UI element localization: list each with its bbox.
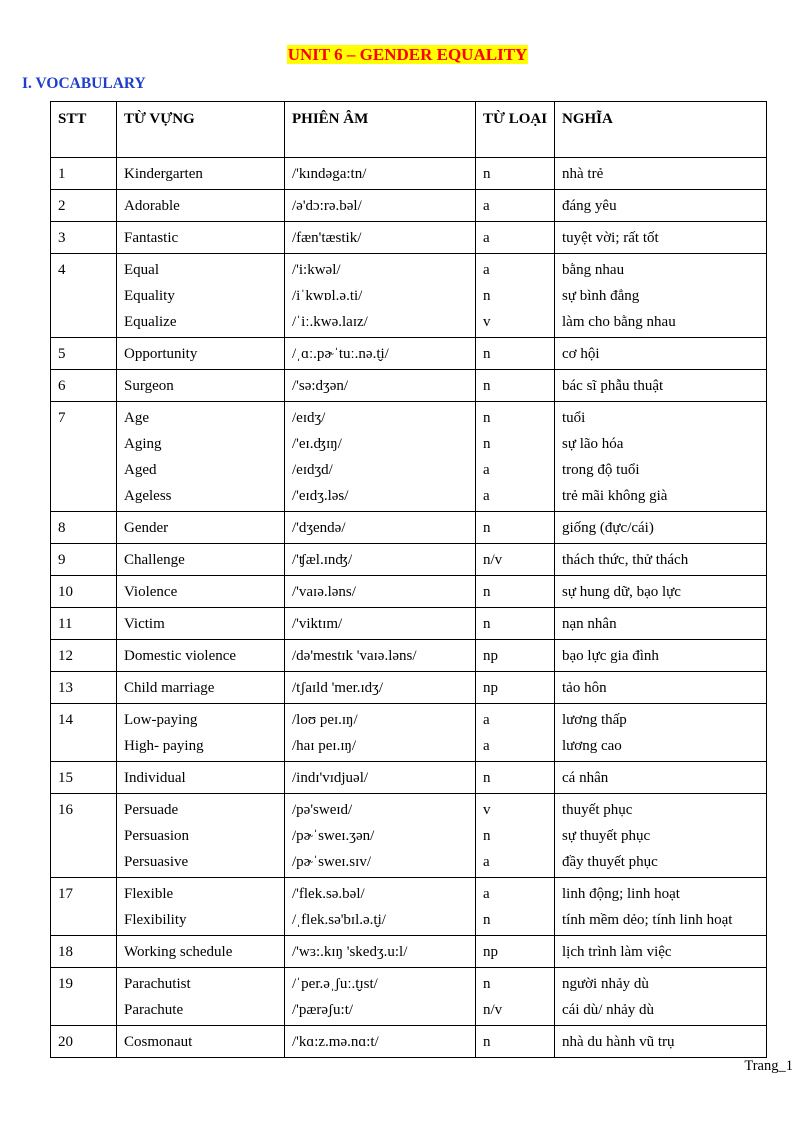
cell-word <box>117 576 285 608</box>
meaning-line: làm cho bằng nhau <box>562 314 676 330</box>
pos-line: a <box>483 198 490 214</box>
cell-stt: 16 <box>51 794 117 878</box>
word-line: Equal <box>124 262 159 278</box>
cell-pos <box>476 576 555 608</box>
table-row <box>51 968 767 1026</box>
cell-stt: 17 <box>51 878 117 936</box>
cell-meaning <box>555 640 767 672</box>
phonetic-line: /ə'dɔ:rə.bəl/ <box>292 198 362 214</box>
word-line: Equalize <box>124 314 177 330</box>
meaning-line: sự bình đẳng <box>562 288 640 304</box>
phonetic-line: /'kındəga:tn/ <box>292 166 367 182</box>
cell-pos <box>476 968 555 1026</box>
pos-line: n <box>483 410 491 426</box>
cell-stt: 19 <box>51 968 117 1026</box>
cell-meaning <box>555 338 767 370</box>
phonetic-line: /'eɪdʒ.ləs/ <box>292 488 349 504</box>
cell-phonetic <box>285 190 476 222</box>
phonetic-line: /'pærəʃu:t/ <box>292 1002 354 1018</box>
table-row <box>51 370 767 402</box>
table-row <box>51 222 767 254</box>
cell-meaning <box>555 968 767 1026</box>
pos-line: a <box>483 488 490 504</box>
pos-line: a <box>483 886 490 902</box>
phonetic-line: /də'mestɪk 'vaɪə.ləns/ <box>292 648 417 664</box>
cell-word <box>117 254 285 338</box>
page-title: UNIT 6 – GENDER EQUALITY <box>287 45 528 64</box>
table-row <box>51 512 767 544</box>
pos-line: n <box>483 520 491 536</box>
word-line: Victim <box>124 616 165 632</box>
phonetic-line: /pə'sweɪd/ <box>292 802 353 818</box>
word-line: Cosmonaut <box>124 1034 193 1050</box>
pos-line: a <box>483 230 490 246</box>
cell-word <box>117 512 285 544</box>
meaning-line: nạn nhân <box>562 616 617 632</box>
cell-stt: 4 <box>51 254 117 338</box>
word-line: Parachute <box>124 1002 184 1018</box>
cell-phonetic <box>285 1026 476 1058</box>
meaning-line: sự lão hóa <box>562 436 624 452</box>
phonetic-line: /'wɜ:.kɪŋ 'skedʒ.u:l/ <box>292 944 408 960</box>
phonetic-line: /'dʒendə/ <box>292 520 346 536</box>
meaning-line: sự thuyết phục <box>562 828 651 844</box>
table-row <box>51 1026 767 1058</box>
cell-stt: 3 <box>51 222 117 254</box>
page-number: Trang_1 <box>744 1058 793 1074</box>
cell-word <box>117 878 285 936</box>
phonetic-line: /ˈiː.kwə.laɪz/ <box>292 314 368 330</box>
cell-meaning <box>555 544 767 576</box>
cell-phonetic <box>285 608 476 640</box>
vocabulary-table <box>50 101 767 1058</box>
meaning-line: bằng nhau <box>562 262 625 278</box>
cell-phonetic <box>285 762 476 794</box>
word-line: Challenge <box>124 552 185 568</box>
phonetic-line: /tʃaɪld 'mer.ɪdʒ/ <box>292 680 384 696</box>
pos-line: n <box>483 770 491 786</box>
table-row <box>51 338 767 370</box>
meaning-line: thách thức, thử thách <box>562 552 689 568</box>
word-line: Aged <box>124 462 157 478</box>
meaning-line: nhà trẻ <box>562 166 604 182</box>
cell-meaning <box>555 158 767 190</box>
table-row <box>51 704 767 762</box>
cell-meaning <box>555 254 767 338</box>
meaning-line: cá nhân <box>562 770 609 786</box>
word-line: Domestic violence <box>124 648 237 664</box>
phonetic-line: /'viktɪm/ <box>292 616 343 632</box>
phonetic-line: /'i:kwəl/ <box>292 262 341 278</box>
pos-line: n <box>483 912 491 928</box>
header-word: TỪ VỰNG <box>117 102 285 158</box>
cell-stt: 13 <box>51 672 117 704</box>
pos-line: n/v <box>483 1002 503 1018</box>
cell-phonetic <box>285 878 476 936</box>
cell-phonetic <box>285 576 476 608</box>
cell-stt: 20 <box>51 1026 117 1058</box>
cell-stt: 8 <box>51 512 117 544</box>
table-row <box>51 254 767 338</box>
cell-meaning <box>555 878 767 936</box>
meaning-line: giống (đực/cái) <box>562 520 654 536</box>
word-line: Age <box>124 410 149 426</box>
pos-line: n <box>483 288 491 304</box>
cell-meaning <box>555 402 767 512</box>
section-heading: I. VOCABULARY <box>22 75 146 92</box>
phonetic-line: /eɪdʒ/ <box>292 410 326 426</box>
header-pos: TỪ LOẠI <box>476 102 555 158</box>
cell-stt: 5 <box>51 338 117 370</box>
cell-word <box>117 370 285 402</box>
pos-line: n <box>483 976 491 992</box>
word-line: Adorable <box>124 198 180 214</box>
cell-meaning <box>555 936 767 968</box>
cell-phonetic <box>285 402 476 512</box>
cell-phonetic <box>285 672 476 704</box>
word-line: Ageless <box>124 488 172 504</box>
pos-line: a <box>483 738 490 754</box>
cell-phonetic <box>285 370 476 402</box>
pos-line: n <box>483 166 491 182</box>
phonetic-line: /'vaɪə.ləns/ <box>292 584 356 600</box>
word-line: Persuasive <box>124 854 189 870</box>
cell-stt: 7 <box>51 402 117 512</box>
cell-meaning <box>555 1026 767 1058</box>
meaning-line: đáng yêu <box>562 198 617 214</box>
cell-pos <box>476 704 555 762</box>
table-header-row <box>51 102 767 158</box>
cell-word <box>117 222 285 254</box>
cell-word <box>117 158 285 190</box>
phonetic-line: /'ʧæl.ɪnʤ/ <box>292 552 353 568</box>
cell-word <box>117 672 285 704</box>
cell-pos <box>476 402 555 512</box>
pos-line: n <box>483 436 491 452</box>
table-row <box>51 878 767 936</box>
pos-line: v <box>483 314 491 330</box>
cell-stt: 10 <box>51 576 117 608</box>
word-line: Flexible <box>124 886 174 902</box>
cell-phonetic <box>285 794 476 878</box>
cell-phonetic <box>285 338 476 370</box>
cell-meaning <box>555 190 767 222</box>
meaning-line: trong độ tuổi <box>562 462 640 478</box>
pos-line: a <box>483 712 490 728</box>
meaning-line: người nhảy dù <box>562 976 649 992</box>
meaning-line: nhà du hành vũ trụ <box>562 1034 675 1050</box>
cell-pos <box>476 608 555 640</box>
cell-phonetic <box>285 936 476 968</box>
cell-stt: 9 <box>51 544 117 576</box>
cell-meaning <box>555 222 767 254</box>
phonetic-line: /ˈper.əˌʃuː.t̬ɪst/ <box>292 976 378 992</box>
word-line: Gender <box>124 520 169 536</box>
word-line: Individual <box>124 770 186 786</box>
meaning-line: lương cao <box>562 738 622 754</box>
cell-phonetic <box>285 222 476 254</box>
phonetic-line: /'kɑ:z.mə.nɑ:t/ <box>292 1034 379 1050</box>
phonetic-line: /'sə:dʒən/ <box>292 378 349 394</box>
cell-pos <box>476 370 555 402</box>
cell-pos <box>476 672 555 704</box>
meaning-line: trẻ mãi không già <box>562 488 668 504</box>
cell-pos <box>476 338 555 370</box>
cell-meaning <box>555 576 767 608</box>
pos-line: np <box>483 944 498 960</box>
cell-word <box>117 544 285 576</box>
cell-stt: 14 <box>51 704 117 762</box>
cell-word <box>117 1026 285 1058</box>
word-line: Equality <box>124 288 175 304</box>
word-line: Low-paying <box>124 712 198 728</box>
pos-line: n <box>483 378 491 394</box>
meaning-line: tuổi <box>562 410 586 426</box>
cell-stt: 15 <box>51 762 117 794</box>
cell-pos <box>476 640 555 672</box>
header-phonetic: PHIÊN ÂM <box>285 102 476 158</box>
cell-phonetic <box>285 512 476 544</box>
pos-line: a <box>483 462 490 478</box>
phonetic-line: /fæn'tæstik/ <box>292 230 362 246</box>
meaning-line: cơ hội <box>562 346 600 362</box>
cell-meaning <box>555 370 767 402</box>
phonetic-line: /ˌɑː.pɚˈtuː.nə.t̬i/ <box>292 346 389 362</box>
cell-word <box>117 608 285 640</box>
phonetic-line: /pɚˈsweɪ.sɪv/ <box>292 854 371 870</box>
table-body <box>51 158 767 1058</box>
table-row <box>51 576 767 608</box>
cell-meaning <box>555 672 767 704</box>
cell-pos <box>476 158 555 190</box>
cell-meaning <box>555 704 767 762</box>
word-line: Aging <box>124 436 162 452</box>
cell-phonetic <box>285 158 476 190</box>
phonetic-line: /pɚˈsweɪ.ʒən/ <box>292 828 375 844</box>
meaning-line: thuyết phục <box>562 802 633 818</box>
word-line: Persuade <box>124 802 179 818</box>
pos-line: n <box>483 828 491 844</box>
meaning-line: lịch trình làm việc <box>562 944 672 960</box>
table-row <box>51 158 767 190</box>
header-meaning: NGHĨA <box>555 102 767 158</box>
phonetic-line: /eɪdʒd/ <box>292 462 333 478</box>
cell-word <box>117 794 285 878</box>
cell-phonetic <box>285 544 476 576</box>
word-line: Child marriage <box>124 680 215 696</box>
cell-word <box>117 640 285 672</box>
cell-pos <box>476 936 555 968</box>
phonetic-line: /haɪ peɪ.ɪŋ/ <box>292 738 357 754</box>
pos-line: a <box>483 262 490 278</box>
meaning-line: tảo hôn <box>562 680 607 696</box>
table-row <box>51 544 767 576</box>
meaning-line: đầy thuyết phục <box>562 854 658 870</box>
cell-pos <box>476 794 555 878</box>
pos-line: a <box>483 854 490 870</box>
cell-meaning <box>555 608 767 640</box>
cell-stt: 1 <box>51 158 117 190</box>
word-line: High- paying <box>124 738 204 754</box>
cell-pos <box>476 544 555 576</box>
cell-phonetic <box>285 640 476 672</box>
pos-line: np <box>483 648 498 664</box>
cell-word <box>117 402 285 512</box>
cell-word <box>117 762 285 794</box>
word-line: Flexibility <box>124 912 187 928</box>
table-row <box>51 762 767 794</box>
word-line: Violence <box>124 584 178 600</box>
cell-stt: 12 <box>51 640 117 672</box>
pos-line: n <box>483 616 491 632</box>
meaning-line: cái dù/ nhảy dù <box>562 1002 655 1018</box>
pos-line: n <box>483 346 491 362</box>
phonetic-line: /iˈkwɒl.ə.ti/ <box>292 288 363 304</box>
word-line: Parachutist <box>124 976 191 992</box>
cell-stt: 18 <box>51 936 117 968</box>
meaning-line: linh động; linh hoạt <box>562 886 680 902</box>
cell-pos <box>476 222 555 254</box>
table-row <box>51 190 767 222</box>
page-title-wrap <box>0 45 795 65</box>
meaning-line: bạo lực gia đình <box>562 648 659 664</box>
cell-pos <box>476 878 555 936</box>
cell-word <box>117 338 285 370</box>
word-line: Opportunity <box>124 346 198 362</box>
word-line: Surgeon <box>124 378 174 394</box>
cell-word <box>117 968 285 1026</box>
cell-phonetic <box>285 704 476 762</box>
meaning-line: bác sĩ phẫu thuật <box>562 378 664 394</box>
word-line: Fantastic <box>124 230 179 246</box>
meaning-line: tính mềm dẻo; tính linh hoạt <box>562 912 733 928</box>
cell-stt: 11 <box>51 608 117 640</box>
meaning-line: lương thấp <box>562 712 627 728</box>
cell-word <box>117 190 285 222</box>
cell-pos <box>476 190 555 222</box>
cell-phonetic <box>285 968 476 1026</box>
pos-line: n <box>483 584 491 600</box>
word-line: Working schedule <box>124 944 233 960</box>
phonetic-line: /'eɪ.ʤɪŋ/ <box>292 436 342 452</box>
table-row <box>51 608 767 640</box>
header-stt: STT <box>51 102 117 158</box>
table-row <box>51 402 767 512</box>
cell-word <box>117 936 285 968</box>
word-line: Kindergarten <box>124 166 203 182</box>
pos-line: np <box>483 680 498 696</box>
meaning-line: tuyệt vời; rất tốt <box>562 230 659 246</box>
cell-pos <box>476 512 555 544</box>
phonetic-line: /ˌflek.sə'bɪl.ə.t̬i/ <box>292 912 386 928</box>
cell-meaning <box>555 794 767 878</box>
phonetic-line: /indɪ'vɪdjuəl/ <box>292 770 369 786</box>
word-line: Persuasion <box>124 828 189 844</box>
cell-pos <box>476 1026 555 1058</box>
table-row <box>51 640 767 672</box>
meaning-line: sự hung dữ, bạo lực <box>562 584 681 600</box>
pos-line: n <box>483 1034 491 1050</box>
cell-meaning <box>555 762 767 794</box>
pos-line: n/v <box>483 552 503 568</box>
cell-phonetic <box>285 254 476 338</box>
cell-pos <box>476 254 555 338</box>
cell-stt: 2 <box>51 190 117 222</box>
cell-stt: 6 <box>51 370 117 402</box>
phonetic-line: /loʊ peɪ.ɪŋ/ <box>292 712 358 728</box>
pos-line: v <box>483 802 491 818</box>
table-row <box>51 672 767 704</box>
table-row <box>51 794 767 878</box>
cell-word <box>117 704 285 762</box>
cell-meaning <box>555 512 767 544</box>
cell-pos <box>476 762 555 794</box>
table-row <box>51 936 767 968</box>
phonetic-line: /'flek.sə.bəl/ <box>292 886 365 902</box>
